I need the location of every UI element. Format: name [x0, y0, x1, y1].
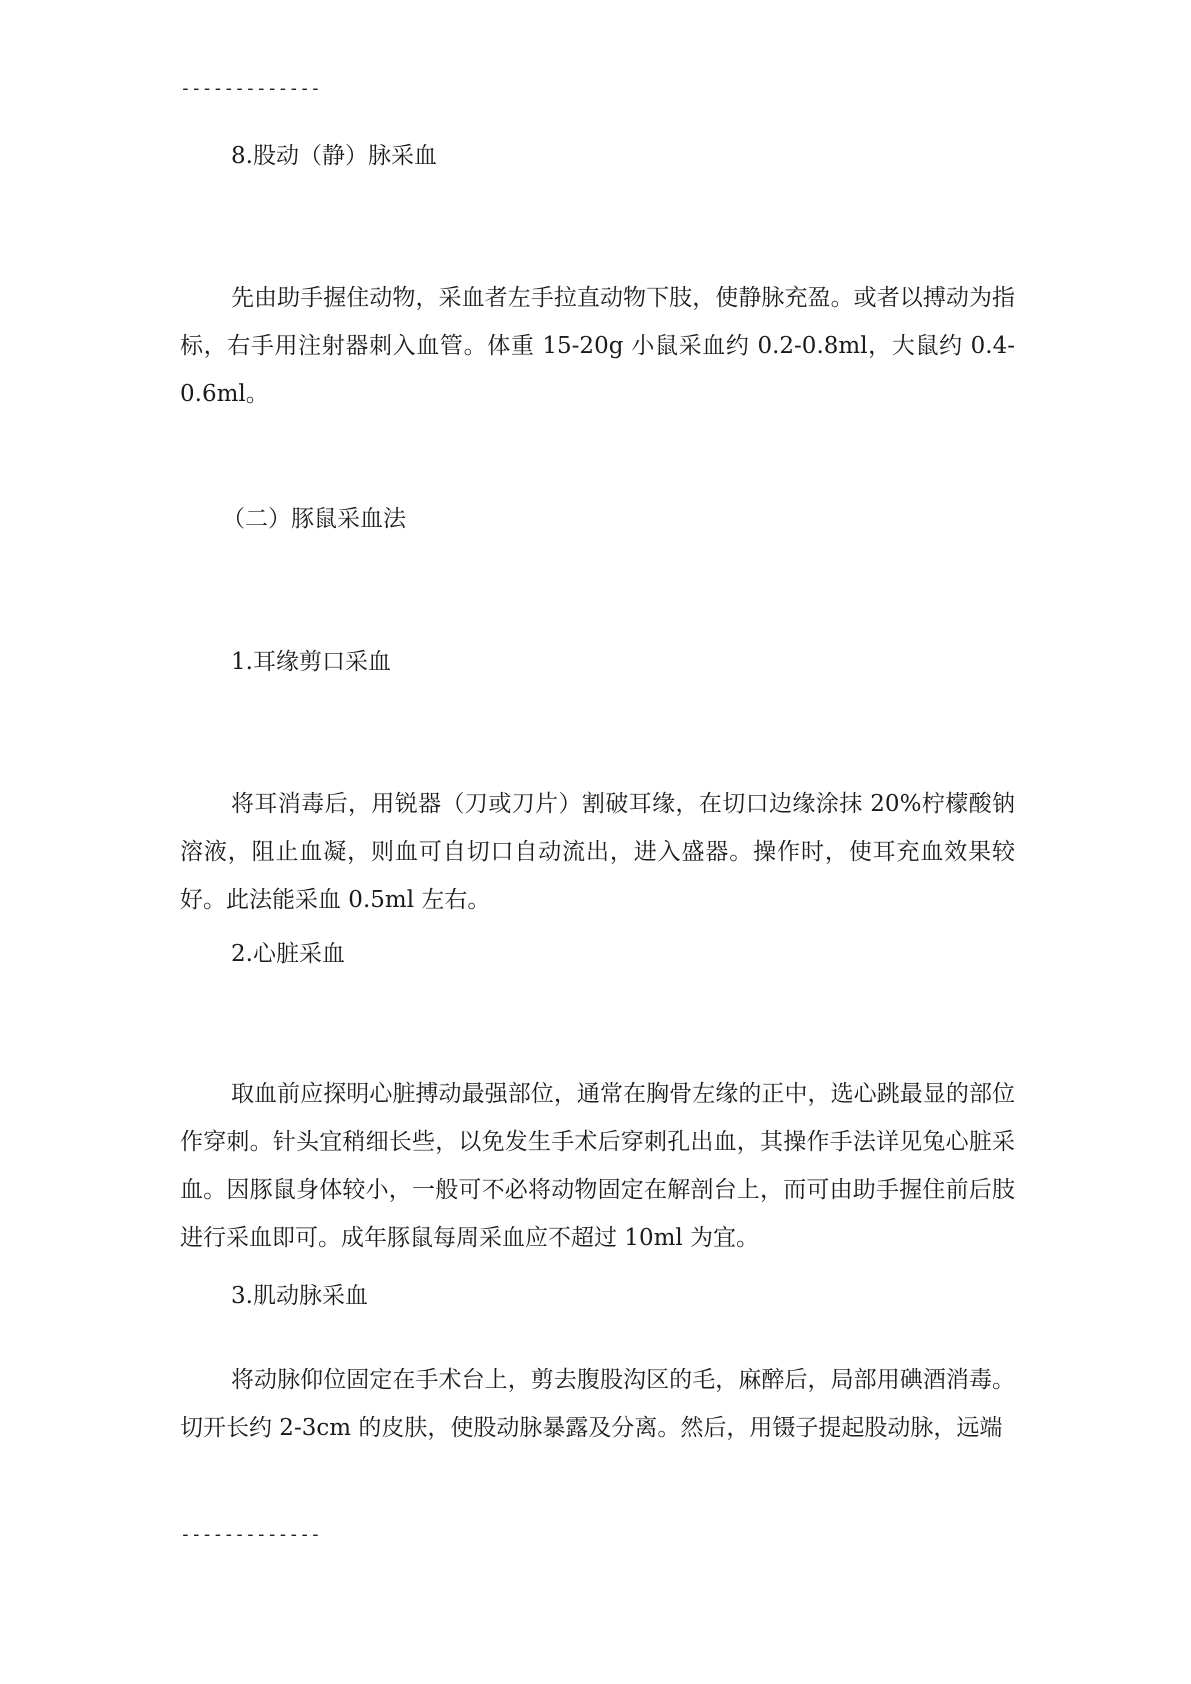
section-8-heading: 8.股动（静）脉采血	[231, 143, 437, 169]
footer-rule: -------------	[180, 1524, 321, 1545]
section-3-paragraph: 将动脉仰位固定在手术台上，剪去腹股沟区的毛，麻醉后，局部用碘酒消毒。切开长约 2-3cm 的皮肤，使股动脉暴露及分离。然后，用镊子提起股动脉，远端	[180, 1367, 1015, 1441]
section-3-heading: 3.肌动脉采血	[231, 1283, 368, 1309]
section-2-heading: 2.心脏采血	[231, 941, 345, 967]
part-2-heading: （二）豚鼠采血法	[222, 506, 406, 532]
header-rule: -------------	[180, 78, 321, 99]
section-1-paragraph: 将耳消毒后，用锐器（刀或刀片）割破耳缘，在切口边缘涂抹 20%柠檬酸钠溶液，阻止血凝，则血可自切口自动流出，进入盛器。操作时，使耳充血效果较好。此法能采血 0.5ml 左右。	[180, 791, 1015, 913]
section-1-heading: 1.耳缘剪口采血	[231, 649, 391, 675]
section-2-paragraph: 取血前应探明心脏搏动最强部位，通常在胸骨左缘的正中，选心跳最显的部位作穿刺。针头宜稍细长些，以免发生手术后穿刺孔出血，其操作手法详见兔心脏采血。因豚鼠身体较小，一般可不必将动物固定在解剖台上，而可由助手握住前后肢进行采血即可。成年豚鼠每周采血应不超过 10ml 为宜。	[180, 1081, 1015, 1251]
section-8-paragraph: 先由助手握住动物，采血者左手拉直动物下肢，使静脉充盈。或者以搏动为指标，右手用注射器刺入血管。体重 15-20g 小鼠采血约 0.2-0.8ml，大鼠约 0.4-0.6ml。	[180, 285, 1015, 407]
